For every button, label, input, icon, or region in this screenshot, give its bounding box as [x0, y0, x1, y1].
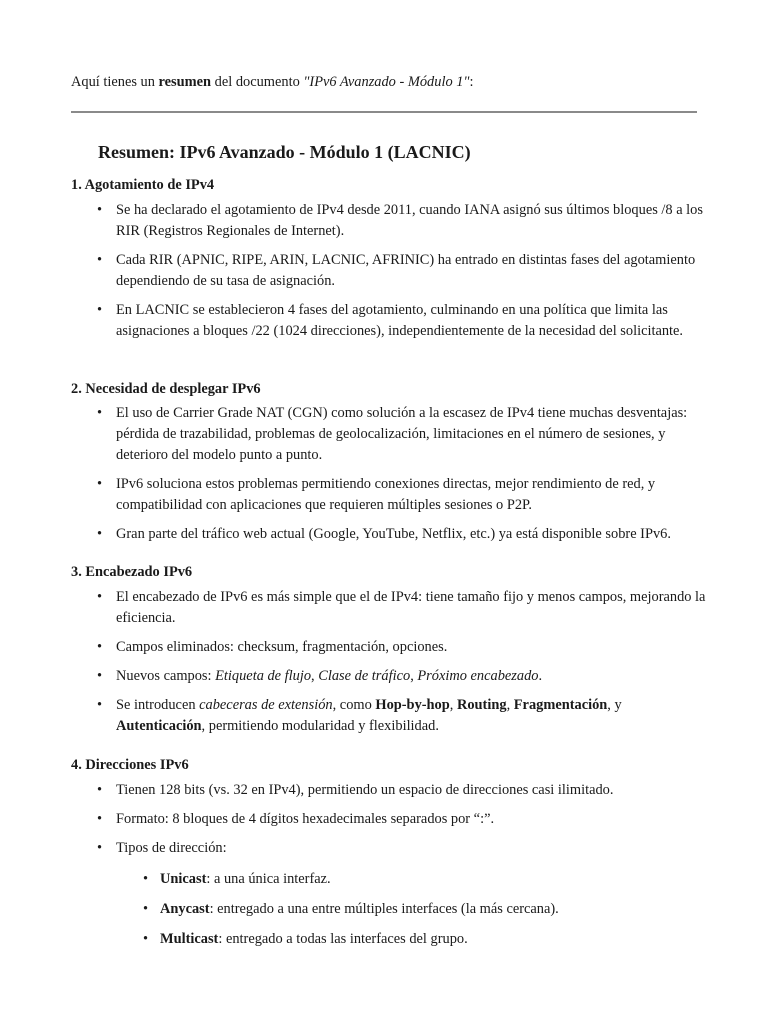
- list-item: • Se introducen cabeceras de extensión, como Hop-by-hop, Routing, Fragmentación, y Autenticación, permitiendo modularidad y flexibilidad.: [97, 697, 622, 734]
- bullet-icon: •: [97, 811, 103, 827]
- list-item: • Formato: 8 bloques de 4 dígitos hexadecimales separados por “:”.: [71, 809, 711, 838]
- intro-bold: resumen: [158, 74, 212, 90]
- list-item: • Multicast: entregado a todas las interfaces del grupo.: [115, 929, 695, 950]
- intro-suffix: :: [469, 74, 474, 90]
- list-item: • Unicast: a una única interfaz.: [115, 869, 695, 899]
- intro-middle: del documento: [211, 74, 304, 90]
- bullet-icon: •: [97, 840, 103, 856]
- section-heading-agotamiento: 1. Agotamiento de IPv4: [71, 177, 215, 193]
- bullet-icon: •: [143, 931, 149, 947]
- bullet-icon: •: [97, 405, 103, 421]
- section-list-direcciones: [71, 780, 711, 859]
- list-item: • Anycast: entregado a una entre múltiples interfaces (la más cercana).: [115, 899, 695, 929]
- address-types-list: [115, 869, 695, 950]
- bullet-icon: •: [97, 302, 103, 318]
- list-item: • Tipos de dirección:: [71, 838, 711, 859]
- list-item: • Nuevos campos: Etiqueta de flujo, Clase de tráfico, Próximo encabezado.: [71, 666, 711, 695]
- horizontal-divider: [71, 111, 697, 113]
- section-heading-encabezado: 3. Encabezado IPv6: [71, 564, 193, 580]
- list-item: • Cada RIR (APNIC, RIPE, ARIN, LACNIC, AFRINIC) ha entrado en distintas fases del agotamiento dependiendo de su tasa de asignación.: [97, 252, 696, 289]
- bullet-icon: •: [97, 697, 103, 713]
- bullet-icon: •: [97, 476, 103, 492]
- intro-line: [71, 72, 711, 93]
- bullet-icon: •: [143, 871, 149, 887]
- section-list-encabezado: [71, 587, 711, 737]
- section-list-agotamiento: [71, 200, 711, 342]
- bullet-icon: •: [97, 668, 103, 684]
- section-heading-direcciones: 4. Direcciones IPv6: [71, 757, 189, 773]
- list-item: • El encabezado de IPv6 es más simple que el de IPv4: tiene tamaño fijo y menos campos, mejorando la eficiencia.: [97, 589, 706, 626]
- intro-doc-name: "IPv6 Avanzado - Módulo 1": [303, 74, 470, 90]
- intro-prefix: Aquí tienes un: [71, 74, 159, 90]
- list-item: • Tienen 128 bits (vs. 32 en IPv4), permitiendo un espacio de direcciones casi ilimitado.: [71, 780, 711, 809]
- bullet-icon: •: [97, 526, 103, 542]
- bullet-icon: •: [143, 901, 149, 917]
- bullet-icon: •: [97, 252, 103, 268]
- bullet-icon: •: [97, 589, 103, 605]
- list-item: • En LACNIC se establecieron 4 fases del agotamiento, culminando en una política que limita las asignaciones a bloques /22 (1024 direcciones), independientemente de la necesidad del solicitante.: [97, 302, 684, 339]
- section-heading-necesidad: 2. Necesidad de desplegar IPv6: [71, 381, 261, 397]
- page-title: Resumen: IPv6 Avanzado - Módulo 1 (LACNIC): [98, 142, 471, 162]
- section-list-necesidad: [71, 403, 711, 545]
- bullet-icon: •: [97, 782, 103, 798]
- bullet-icon: •: [97, 202, 103, 218]
- list-item: • Se ha declarado el agotamiento de IPv4 desde 2011, cuando IANA asignó sus últimos bloques /8 a los RIR (Registros Regionales de Internet).: [97, 202, 703, 239]
- bullet-icon: •: [97, 639, 103, 655]
- list-item: • IPv6 soluciona estos problemas permitiendo conexiones directas, mejor rendimiento de red, y compatibilidad con aplicaciones que requieren múltiples sesiones o P2P.: [97, 476, 656, 513]
- list-item: • Gran parte del tráfico web actual (Google, YouTube, Netflix, etc.) ya está disponible sobre IPv6.: [71, 524, 711, 545]
- list-item: • El uso de Carrier Grade NAT (CGN) como solución a la escasez de IPv4 tiene muchas desventajas: pérdida de trazabilidad, problemas de geolocalización, limitaciones en el número de sesiones, y deterioro del modelo punto a punto.: [97, 405, 688, 463]
- list-item: • Campos eliminados: checksum, fragmentación, opciones.: [71, 637, 711, 666]
